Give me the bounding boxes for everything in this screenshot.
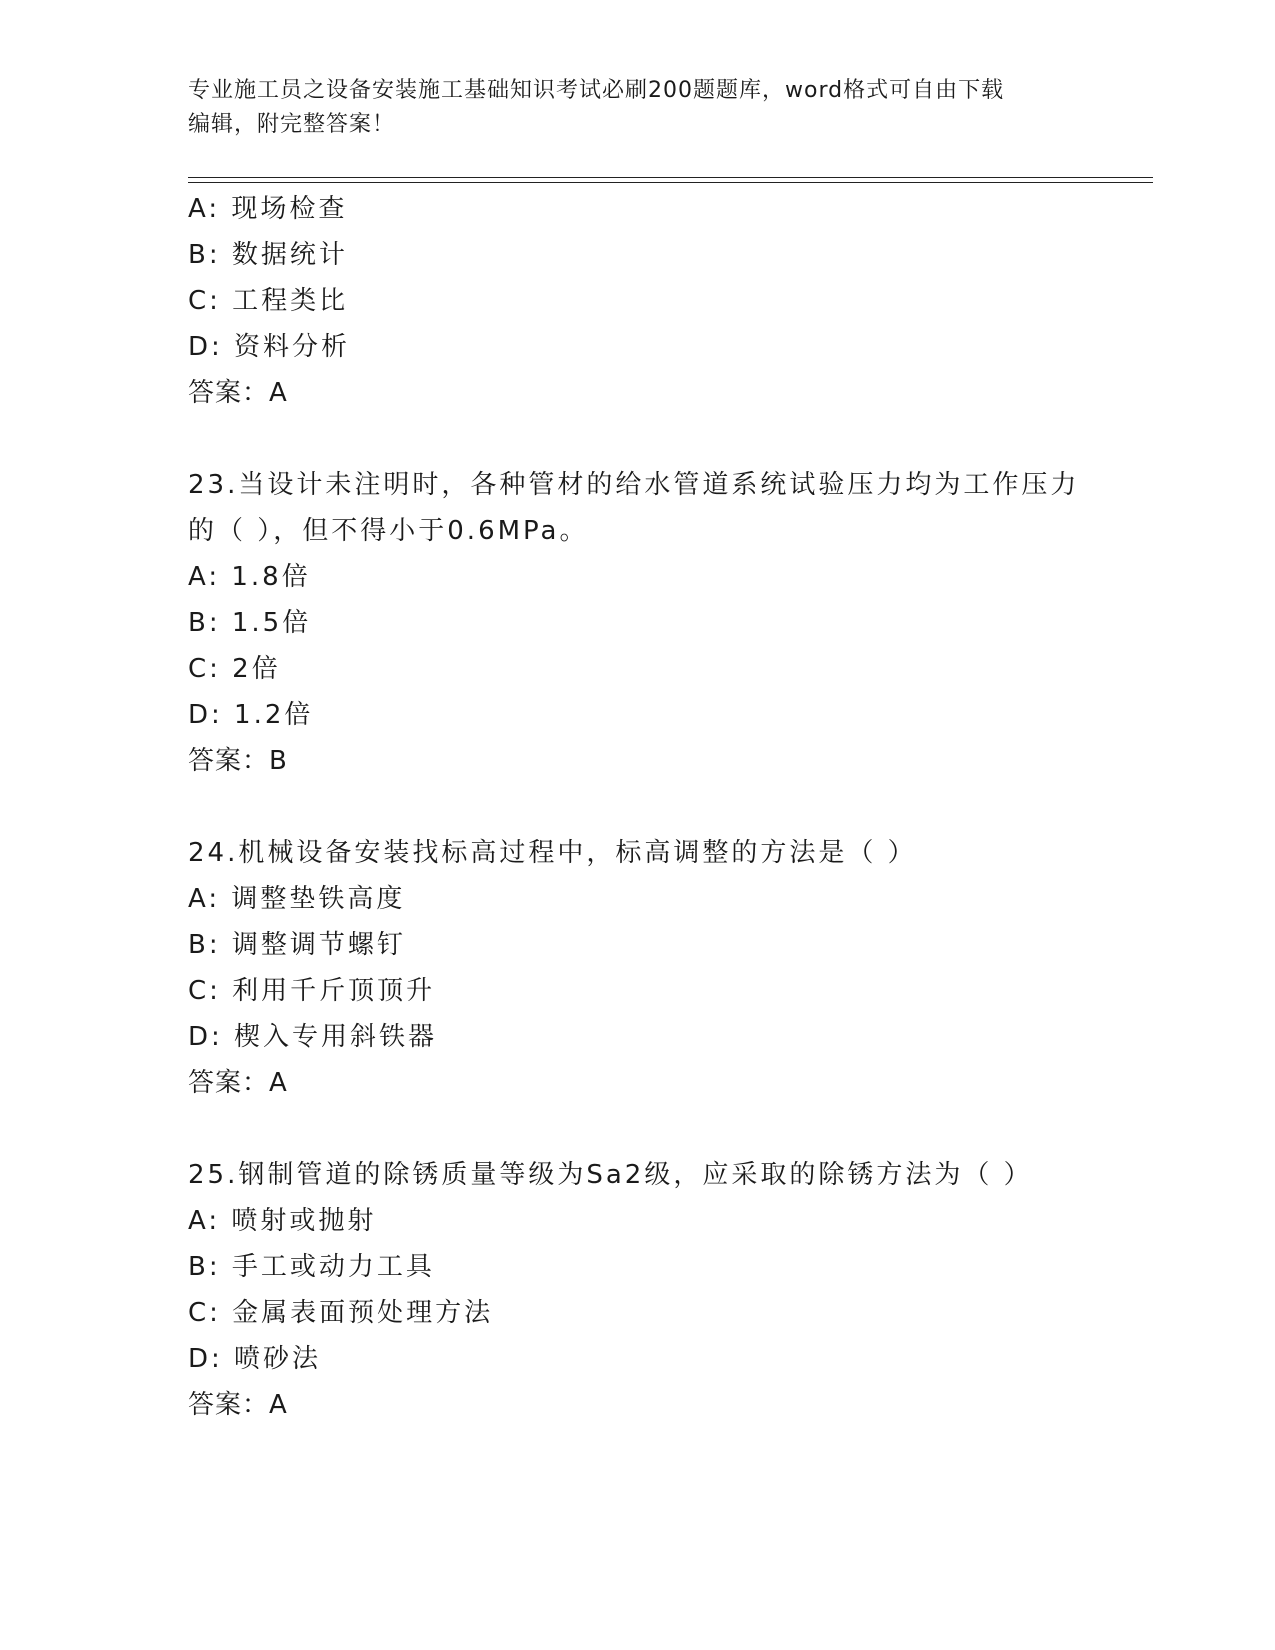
header-line-2: 编辑，附完整答案！ [188,112,396,137]
option-a: A: 现场检查 [188,194,348,224]
option-a: A: 喷射或抛射 [188,1206,377,1236]
spacer [188,784,1088,830]
option-d: D: 楔入专用斜铁器 [188,1022,438,1052]
question-23 [188,462,1088,784]
option-b: B: 数据统计 [188,240,348,270]
option-c: C: 2倍 [188,654,281,684]
answer: 答案：B [188,746,288,776]
question-22 [188,186,1088,416]
option-a: A: 1.8倍 [188,562,311,592]
option-b: B: 1.5倍 [188,608,312,638]
header-rule-top [188,177,1153,178]
option-d: D: 资料分析 [188,332,351,362]
question-text-line-1: 23.当设计未注明时，各种管材的给水管道系统试验压力均为工作压力 [188,470,1080,500]
option-b: B: 调整调节螺钉 [188,930,406,960]
answer: 答案：A [188,1068,288,1098]
spacer [188,1106,1088,1152]
question-list [188,186,1088,1428]
option-b: B: 手工或动力工具 [188,1252,435,1282]
question-25 [188,1152,1088,1428]
spacer [188,416,1088,462]
question-24 [188,830,1088,1106]
option-c: C: 利用千斤顶顶升 [188,976,436,1006]
option-c: C: 工程类比 [188,286,349,316]
answer: 答案：A [188,378,288,408]
header-rule-bottom [188,182,1153,183]
option-d: D: 1.2倍 [188,700,314,730]
question-text: 24.机械设备安装找标高过程中，标高调整的方法是（ ） [188,838,917,868]
option-d: D: 喷砂法 [188,1344,322,1374]
option-a: A: 调整垫铁高度 [188,884,406,914]
answer: 答案：A [188,1390,288,1420]
header-line-1: 专业施工员之设备安装施工基础知识考试必刷200题题库，word格式可自由下载 [188,78,1005,103]
option-c: C: 金属表面预处理方法 [188,1298,494,1328]
question-text-line-2: 的（ ），但不得小于0.6MPa。 [188,516,589,546]
question-text: 25.钢制管道的除锈质量等级为Sa2级，应采取的除锈方法为（ ） [188,1160,1033,1190]
document-header [188,74,1068,142]
